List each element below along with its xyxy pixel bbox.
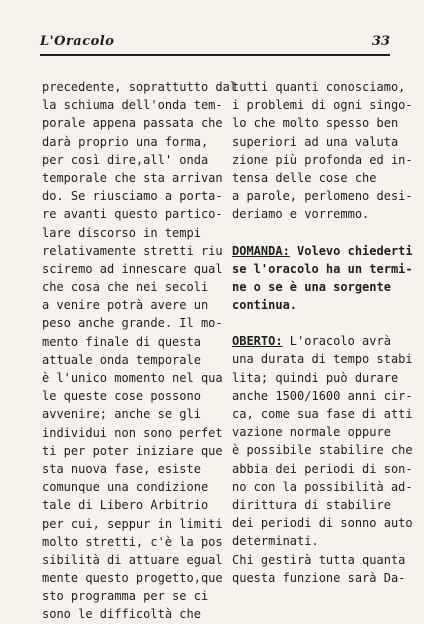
text-line: molto stretti, c'è la pos — [42, 534, 223, 549]
page-number: 33 — [371, 34, 390, 49]
header-rule — [40, 54, 390, 56]
answer-text: una durata di tempo stabi — [232, 352, 413, 367]
answer-text: dirittura di stabilire — [232, 497, 391, 512]
text-line: do. Se riusciamo a porta- — [42, 189, 223, 204]
text-line: individui non sono perfet — [42, 425, 223, 440]
text-line: lo che molto spesso ben — [232, 116, 399, 131]
text-line: re avanti questo partico- — [42, 207, 223, 222]
question-line — [232, 296, 392, 314]
answer-text: dei periodi di sonno auto — [232, 516, 413, 531]
text-line: a venire potrà avere un — [42, 298, 209, 313]
answer-line — [232, 332, 392, 350]
answer-text: no con la possibilità ad- — [232, 479, 413, 494]
text-line: darà proprio una forma, — [42, 134, 209, 149]
right-column — [232, 78, 413, 587]
answer-text: lita; quindi può durare — [232, 370, 399, 385]
text-line: le queste cose possono — [42, 389, 201, 404]
text-line: relativamente stretti riu — [42, 243, 223, 258]
answer-line — [232, 478, 413, 496]
text-line: che cosa che nei secoli — [42, 280, 209, 295]
answer-line — [232, 496, 392, 514]
answer-line — [232, 532, 392, 550]
answer-text: L'oracolo avrà — [282, 334, 391, 349]
question-text: se l'oracolo ha un termi- — [232, 261, 413, 276]
page-header — [40, 34, 390, 52]
question-line — [232, 260, 413, 278]
text-line: comunque una condizione — [42, 480, 209, 495]
question-text: continua. — [232, 298, 298, 313]
answer-line — [232, 441, 413, 459]
text-line: ti per poter iniziare que — [42, 443, 223, 458]
question-text: Volevo chiederti — [289, 243, 413, 258]
answer-text: abbia dei periodi di son- — [232, 461, 413, 476]
answer-text: è possibile stabilire che — [232, 443, 413, 458]
text-line: sibilità di attuare egual — [42, 552, 223, 567]
answer-label: OBERTO: — [232, 334, 283, 349]
answer-line — [232, 423, 392, 441]
answer-line — [232, 405, 413, 423]
text-line: sta nuova fase, esiste — [42, 461, 201, 476]
question-text: ne o se è una sorgente — [232, 279, 391, 294]
text-line: tensa delle cose che — [232, 170, 377, 185]
text-line: i problemi di ogni singo- — [232, 98, 413, 113]
text-line: sono le difficoltà che — [42, 607, 201, 622]
text-line: mento finale di questa — [42, 334, 201, 349]
text-line: zione più profonda ed in- — [232, 152, 413, 167]
question-line — [232, 278, 392, 296]
question-label: DOMANDA: — [232, 243, 290, 258]
answer-line — [232, 569, 406, 587]
text-line: a parole, perlomeno desi- — [232, 189, 413, 204]
answer-line — [232, 460, 413, 478]
answer-line — [232, 369, 399, 387]
text-line: attuale onda temporale — [42, 352, 201, 367]
text-line: lare discorso in tempi — [42, 225, 201, 240]
answer-text: questa funzione sarà Da- — [232, 570, 406, 585]
text-line: superiori ad una valuta — [232, 134, 399, 149]
answer-text: vazione normale oppure — [232, 425, 391, 440]
answer-line — [232, 551, 406, 569]
answer-line — [232, 387, 413, 405]
answer-text: Chi gestirà tutta quanta — [232, 552, 406, 567]
text-line: deriamo e vorremmo. — [232, 207, 370, 222]
text-line: è l'unico momento nel qua — [42, 371, 223, 385]
answer-text: determinati. — [232, 534, 319, 549]
text-line: per cui, seppur in limiti — [42, 516, 223, 531]
text-line: avvenire; anche se gli — [42, 407, 201, 422]
answer-paragraph — [232, 332, 413, 587]
text-line: temporale che sta arrivan — [42, 170, 223, 185]
text-line: precedente, soprattutto dal — [42, 80, 238, 94]
text-line: mente questo progetto,que — [42, 571, 223, 586]
right-intro-paragraph — [232, 78, 413, 224]
text-line: sto programma per se ci — [42, 589, 209, 604]
text-line: porale appena passata che — [42, 116, 223, 131]
text-line: tutti quanti conosciamo, — [232, 80, 406, 94]
left-column — [42, 78, 238, 624]
answer-text: ca, come sua fase di atti — [232, 407, 413, 421]
text-line: per così dire,all' onda — [42, 152, 209, 167]
answer-line — [232, 514, 413, 532]
text-line: sciremo ad innescare qual — [42, 261, 223, 276]
question-paragraph — [232, 242, 413, 315]
question-line — [232, 242, 413, 260]
answer-text: anche 1500/1600 anni cir- — [232, 388, 413, 403]
text-line: la schiuma dell'onda tem- — [42, 98, 223, 113]
text-line: tale di Libero Arbitrio — [42, 498, 209, 513]
text-line: peso anche grande. Il mo- — [42, 316, 223, 331]
answer-line — [232, 350, 413, 368]
running-title: L'Oracolo — [40, 34, 115, 49]
